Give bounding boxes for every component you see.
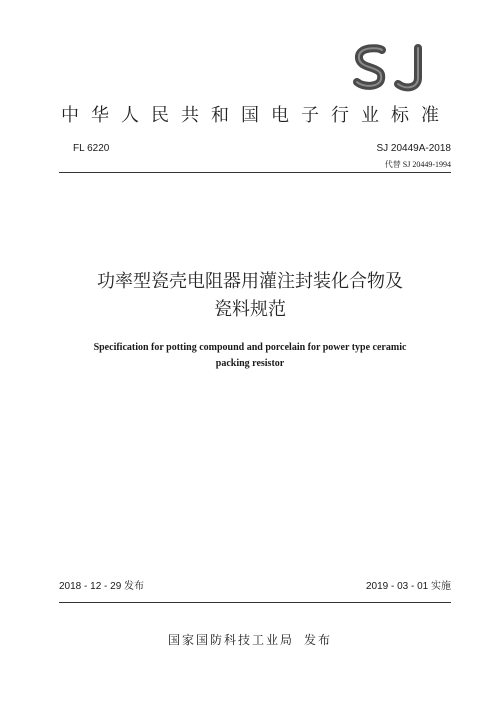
standard-number: SJ 20449A-2018 xyxy=(376,143,451,154)
footer-divider xyxy=(59,602,451,603)
sj-logo-mark xyxy=(352,44,432,96)
sj-logo xyxy=(352,44,432,96)
title-cn-line1: 功率型瓷壳电阻器用灌注封装化合物及 xyxy=(97,271,403,292)
title-en-line1: Specification for potting compound and porcelain for power type ceramic xyxy=(93,342,407,353)
implementation-date: 2019 - 03 - 01 实施 xyxy=(365,581,451,592)
standard-title: 中华人民共和国电子行业标准 xyxy=(61,105,451,126)
issue-date: 2018 - 12 - 29 发布 xyxy=(59,581,145,592)
classification-code: FL 6220 xyxy=(73,143,110,154)
title-en-line2: packing resistor xyxy=(215,358,285,369)
replaces-standard: 代替 SJ 20449-1994 xyxy=(384,160,451,169)
issuer-org: 国家国防科技工业局 xyxy=(167,633,294,647)
issuer-line xyxy=(0,631,500,648)
issuer-action: 发布 xyxy=(304,633,333,647)
header-divider xyxy=(59,172,451,173)
title-cn-line2: 瓷料规范 xyxy=(214,299,286,320)
